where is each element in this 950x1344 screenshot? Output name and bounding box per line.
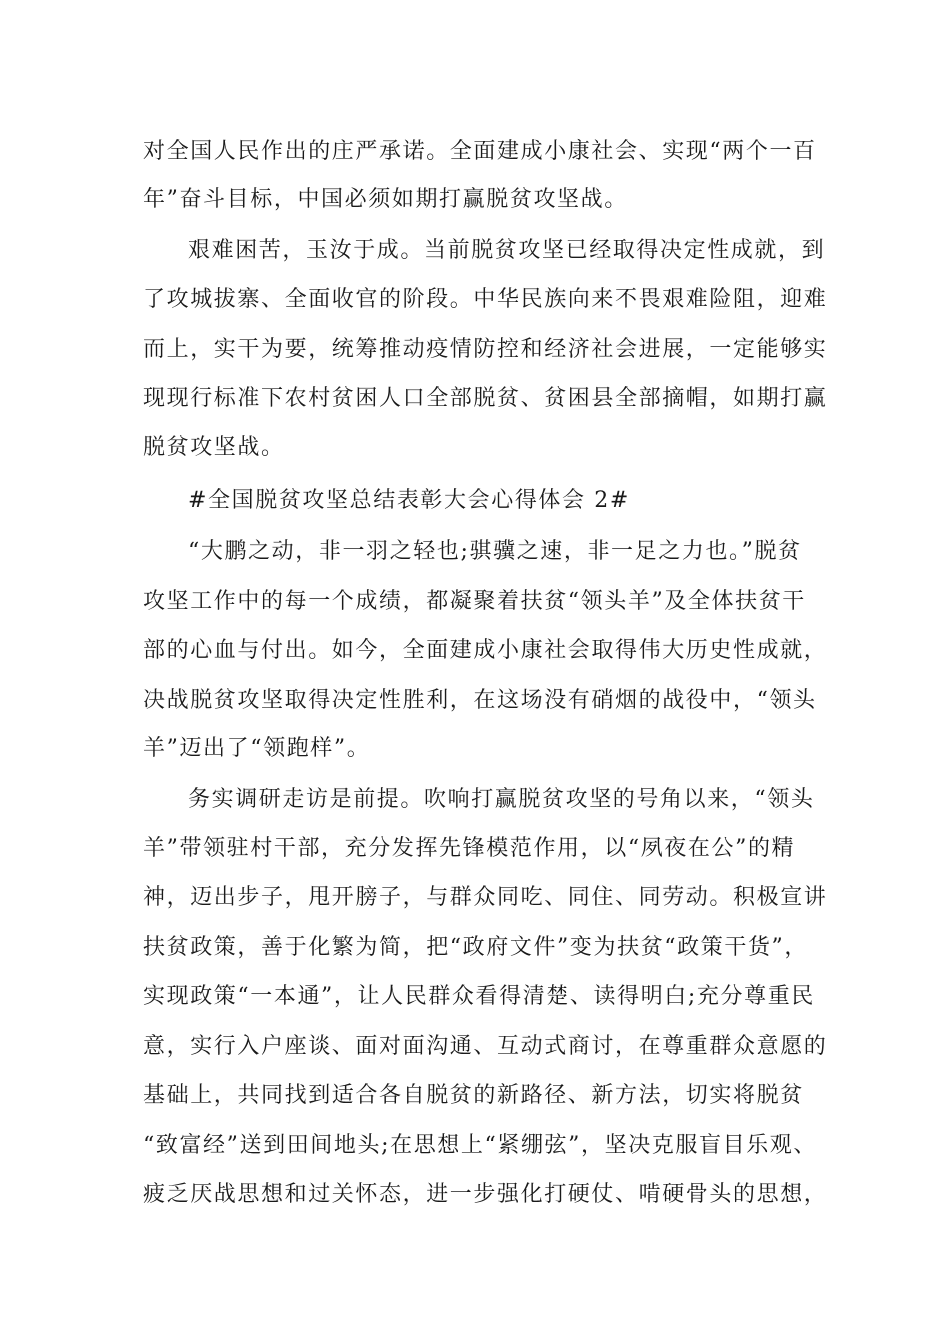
text-line: 神，迈出步子，甩开膀子，与群众同吃、同住、同劳动。积极宣讲 xyxy=(143,885,828,910)
text-line: 扶贫政策，善于化繁为简，把“政府文件”变为扶贫“政策干货”， xyxy=(143,935,808,960)
paragraph-start: 艰难困苦，玉汝于成。当前脱贫攻坚已经取得决定性成就，到 xyxy=(188,238,826,263)
text-line: 羊”带领驻村干部，充分发挥先锋模范作用，以“夙夜在公”的精 xyxy=(143,836,796,861)
text-line: 疲乏厌战思想和过关怀态，进一步强化打硬仗、啃硬骨头的思想， xyxy=(143,1182,828,1207)
text-line: 实现政策“一本通”，让人民群众看得清楚、读得明白;充分尊重民 xyxy=(143,984,815,1009)
text-line: 意，实行入户座谈、面对面沟通、互动式商讨，在尊重群众意愿的 xyxy=(143,1034,828,1059)
text-line: 羊”迈出了“领跑样”。 xyxy=(143,736,371,761)
text-line: 部的心血与付出。如今，全面建成小康社会取得伟大历史性成就， xyxy=(143,638,828,663)
text-line: 现现行标准下农村贫困人口全部脱贫、贫困县全部摘帽，如期打赢 xyxy=(143,386,828,411)
section-heading: #全国脱贫攻坚总结表彰大会心得体会 2# xyxy=(188,488,630,513)
paragraph-start: 务实调研走访是前提。吹响打赢脱贫攻坚的号角以来，“领头 xyxy=(188,787,815,812)
text-line: 决战脱贫攻坚取得决定性胜利，在这场没有硝烟的战役中，“领头 xyxy=(143,688,817,713)
text-line: 攻坚工作中的每一个成绩，都凝聚着扶贫“领头羊”及全体扶贫干 xyxy=(143,589,806,614)
text-line: 年”奋斗目标，中国必须如期打赢脱贫攻坚战。 xyxy=(143,187,628,212)
text-line: 而上，实干为要，统筹推动疫情防控和经济社会进展，一定能够实 xyxy=(143,337,828,362)
text-line: 了攻城拔寨、全面收官的阶段。中华民族向来不畏艰难险阻，迎难 xyxy=(143,287,828,312)
text-line: 脱贫攻坚战。 xyxy=(143,435,285,460)
paragraph-start: “大鹏之动，非一羽之轻也;骐骥之速，非一足之力也。”脱贫 xyxy=(188,539,802,564)
text-line: “致富经”送到田间地头;在思想上“紧绷弦”，坚决克服盲目乐观、 xyxy=(143,1133,818,1158)
text-line: 对全国人民作出的庄严承诺。全面建成小康社会、实现“两个一百 xyxy=(143,139,817,164)
text-line: 基础上，共同找到适合各自脱贫的新路径、新方法，切实将脱贫 xyxy=(143,1083,804,1108)
